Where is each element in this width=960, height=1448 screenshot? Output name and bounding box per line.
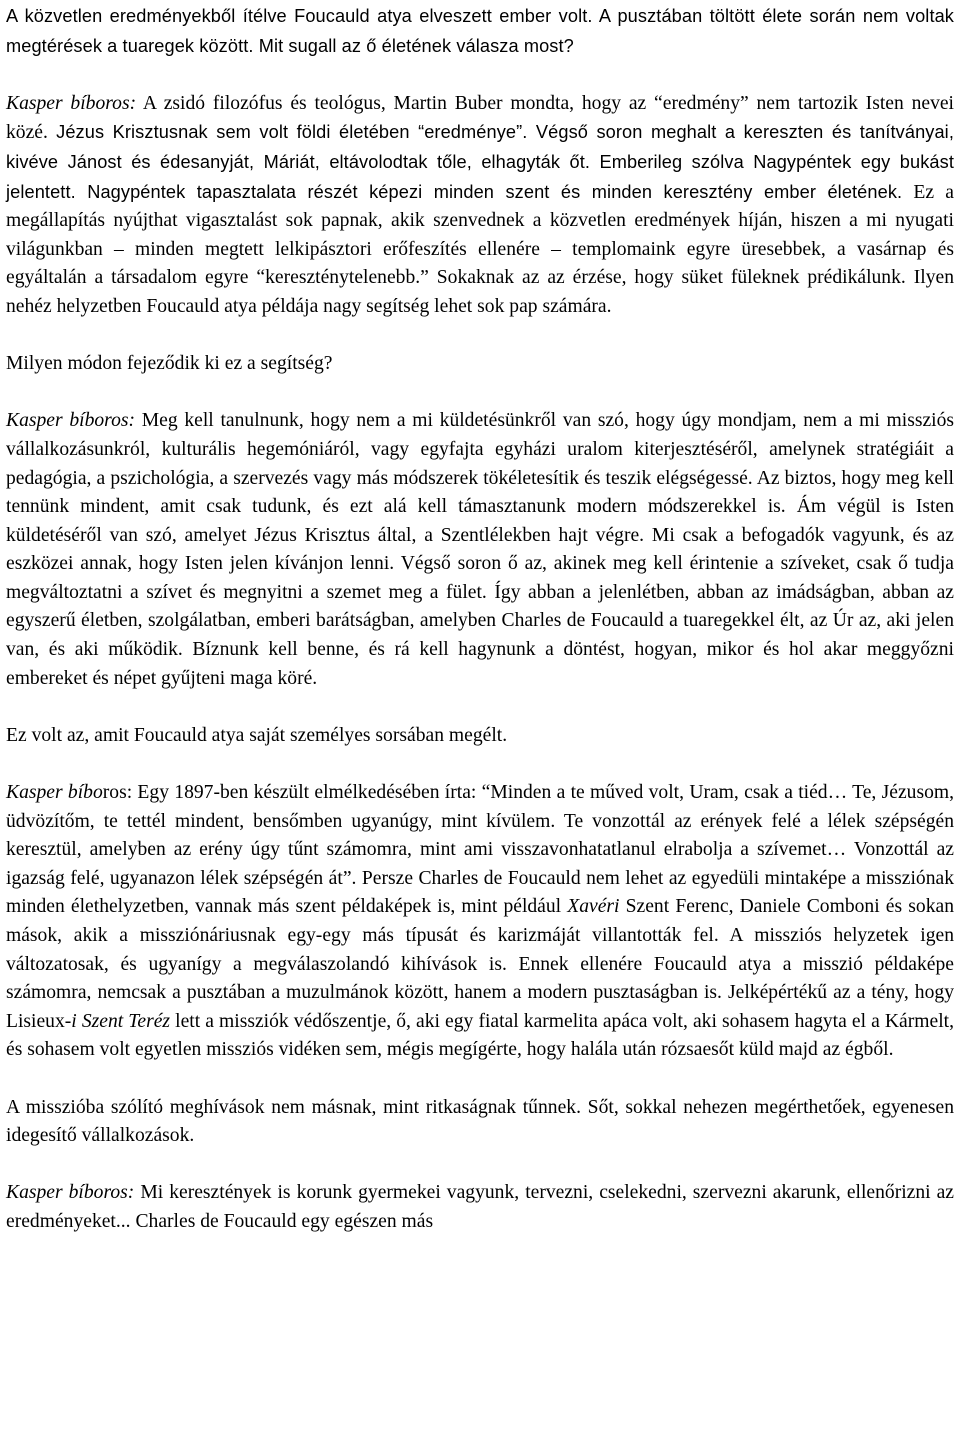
text-run: Mi keresztények is korunk gyermekei vagyunk, tervezni, cselekedni, szervezni akarunk, ellenőrizni az eredményeket... Charles de Foucauld egy egészen más bbox=[6, 1182, 955, 1232]
speaker-label: Kasper bíboros: bbox=[6, 410, 136, 432]
text-run: lett a missziók védőszentje, ő, aki egy fiatal karmelita apáca volt, aki sohasem hagyta el a Kármelt, és sohasem volt egyetlen missziós vidéken sem, mégis megígérte, hogy halála után rózsaesőt küld majd az égből. bbox=[6, 1010, 955, 1061]
text-run: Ez volt az, amit Foucauld atya saját személyes sorsában megélt. bbox=[6, 724, 508, 746]
text-run: Ez a megállapítás nyújthat vigasztalást sok papnak, akik szenvednek a közvetlen eredmények híján, hiszen a mi nyugati világunkban – minden megtett lelkipásztori erőfeszítés ellenére – templomaink egyre üresebbek, a vasárnap és egyáltalán a társadalom egyre “kereszténytelenebb.” Sokaknak az az érzése, hogy süket füleknek prédikálunk. Ilyen nehéz helyzetben Foucauld atya példája nagy segítség lehet sok pap számára. bbox=[6, 181, 954, 317]
speaker-label: Kasper bíboros: bbox=[6, 92, 137, 114]
paragraph bbox=[6, 350, 954, 379]
document-body bbox=[6, 2, 954, 1265]
text-run: A misszióba szólító meghívások nem másnak, mint ritkaságnak tűnnek. Sőt, sokkal nehezen megérthetőek, egyenesen idegesítő vállalkozások. bbox=[6, 1096, 954, 1147]
text-run: Szent Ferenc, Daniele Comboni és sokan mások, akik a missziónáriusnak egy-egy más típusát és karizmáját villantották fel. A missziós helyzetek igen változatosak, és ugyanígy a megválaszolandó kihívások is. Ennek ellenére Foucauld atya a misszió példaképe számomra, nemcsak a pusztában a muzulmánok között, hanem a modern pusztaságban is. Jelképértékű az a tény, hogy Lisieux- bbox=[6, 896, 954, 1032]
paragraph bbox=[6, 2, 954, 61]
paragraph bbox=[6, 1094, 954, 1151]
text-run: Milyen módon fejeződik ki ez a segítség? bbox=[6, 353, 333, 375]
text-run: i Szent Teréz bbox=[71, 1010, 171, 1032]
text-run: A közvetlen eredményekből ítélve Foucauld atya elveszett ember volt. A pusztában töltött élete során nem voltak megtérések a tuaregek között. Mit sugall az ő életének válasza most? bbox=[6, 6, 954, 56]
paragraph bbox=[6, 407, 954, 693]
speaker-label: Kasper bíboros: bbox=[6, 1182, 135, 1204]
paragraph bbox=[6, 1179, 954, 1236]
paragraph bbox=[6, 779, 954, 1065]
text-run: Xavéri bbox=[567, 896, 620, 918]
text-run: A zsidó filozófus és teológus, Martin Buber mondta, hogy az “eredmény” nem tartozik Isten nevei közé. bbox=[6, 92, 955, 144]
text-run: ros: Egy 1897-ben készült elmélkedésében írta: “Minden a te műved volt, Uram, csak a tiéd… Te, Jézusom, üdvözítőm, te tettél mindent, bensőmben ugyanúgy, mint kívülem. Te vonzottál az erények felé a lélek szépségén keresztül, amelyben az erény úgy tűnt számomra, mint ami visszavonhatatlanul elrabolja a szívemet… Vonzottál az igazság felé, ugyanazon lélek szépségén át”. Persze Charles de Foucauld nem lehet az egyedüli mintaképe a missziónak minden élethelyzetben, vannak más szent példaképek is, mint például bbox=[6, 782, 955, 918]
speaker-label: Kasper bíbo bbox=[6, 782, 103, 804]
paragraph bbox=[6, 722, 954, 751]
text-run: Jézus Krisztusnak sem volt földi életében “eredménye”. Végső soron meghalt a kereszten és tanítványai, kivéve Jánost és édesanyját, Máriát, eltávolodtak tőle, elhagyták őt. Emberileg szólva Nagypéntek egy bukást jelentett. Nagypéntek tapasztalata részét képezi minden szent és minden keresztény ember életének. bbox=[6, 122, 954, 202]
paragraph bbox=[6, 90, 954, 322]
text-run: Meg kell tanulnunk, hogy nem a mi küldetésünkről van szó, hogy úgy mondjam, nem a mi missziós vállalkozásunkról, kulturális hegemóniáról, vagy egyfajta egyházi uralom kiterjesztéséről, amelynek stratégiáit a pedagógia, a pszichológia, a szervezés vagy más módszerek tökéletesítik és teszik elégségessé. Az biztos, hogy meg kell tennünk mindent, amit csak tudunk, és ezt alá kell támasztanunk modern módszerekkel is. Ám végül is Isten küldetéséről van szó, amelyet Jézus Krisztus által, a Szentlélekben hajt végre. Mi csak a befogadók vagyunk, és az eszközei annak, hogy Isten jelen kívánjon lenni. Végső soron ő az, akinek meg kell érintenie a szíveket, csak ő tudja megváltoztatni a szívet és megnyitni a szemet meg a fület. Így abban a jelenlétben, abban az imádságban, abban az egyszerű életben, szolgálatban, emberi barátságban, amelyben Charles de Foucauld a tuaregekkel élt, az Úr az, aki jelen van, és aki működik. Bíznunk kell benne, és rá kell hagynunk a döntést, hogyan, mikor és hol akar meggyőzni embereket és népet gyűjteni maga köré. bbox=[6, 410, 955, 689]
